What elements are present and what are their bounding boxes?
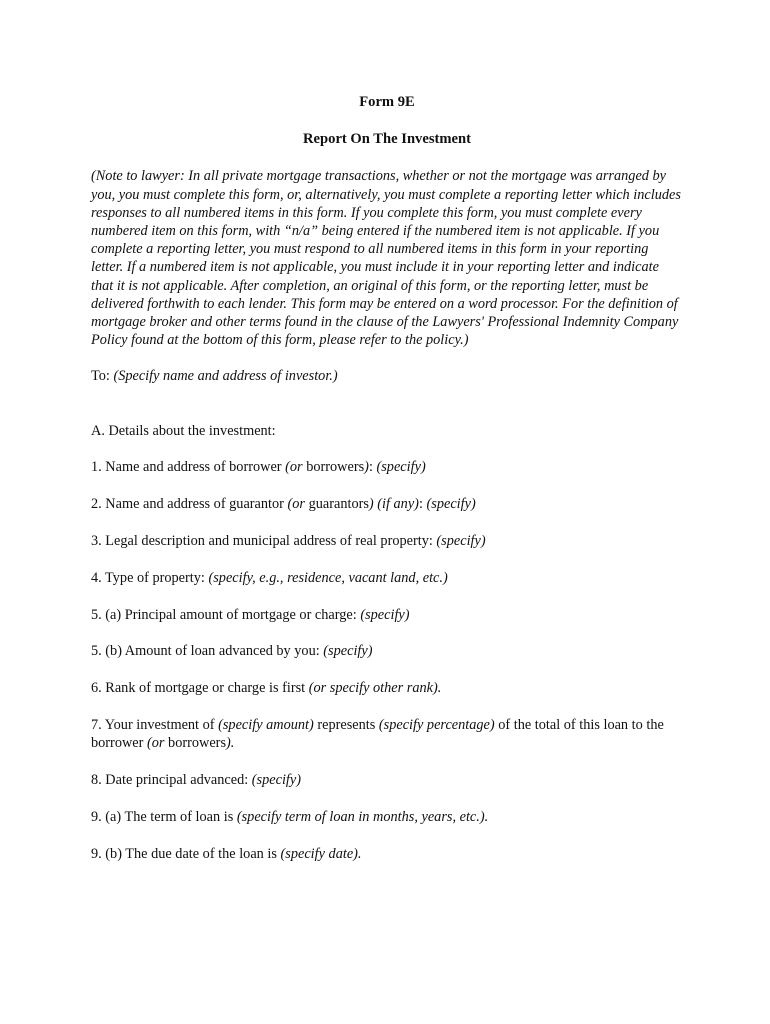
note-to-lawyer: (Note to lawyer: In all private mortgage transactions, whether or not the mortgage was arranged by you, you must complete this form, or, alternatively, you must complete a reporting letter which includes responses to all numbered items in this form. If you complete this form, you must complete every numbered item on this form, with “n/a” being entered if the numbered item is not applicable. If you complete a reporting letter, you must respond to all numbered items in this form in your reporting letter. If a numbered item is not applicable, you must include it in your reporting letter and indicate that it is not applicable. After completion, an original of this form, or the reporting letter, must be delivered forthwith to each lender. This form may be entered on a word processor. For the definition of mortgage broker and other terms found in the clause of the Lawyers' Professional Indemnity Company Policy found at the bottom of this form, please refer to the policy.): [91, 168, 681, 349]
section-a-heading: A. Details about the investment:: [91, 422, 276, 439]
item-4: 4. Type of property: (specify, e.g., residence, vacant land, etc.): [91, 569, 448, 586]
item-3: 3. Legal description and municipal address of real property: (specify): [91, 533, 486, 550]
to-instruction: (Specify name and address of investor.): [113, 368, 338, 385]
to-label: To:: [91, 368, 114, 385]
item-5b: 5. (b) Amount of loan advanced by you: (specify): [91, 643, 373, 660]
report-title: Report On The Investment: [303, 131, 471, 148]
item-7: 7. Your investment of (specify amount) represents (specify percentage) of the total of this loan to the borrower (or borrowers).: [91, 717, 664, 752]
item-6: 6. Rank of mortgage or charge is first (or specify other rank).: [91, 680, 442, 697]
item-2: 2. Name and address of guarantor (or guarantors) (if any): (specify): [91, 496, 476, 513]
item-1: 1. Name and address of borrower (or borrowers): (specify): [91, 459, 426, 476]
form-page: [91, 93, 683, 881]
item-8: 8. Date principal advanced: (specify): [91, 772, 301, 789]
to-line: [91, 367, 683, 385]
item-9a: 9. (a) The term of loan is (specify term of loan in months, years, etc.).: [91, 808, 489, 825]
form-title: Form 9E: [359, 94, 415, 110]
item-5a: 5. (a) Principal amount of mortgage or charge: (specify): [91, 606, 410, 623]
item-9b: 9. (b) The due date of the loan is (specify date).: [91, 845, 362, 862]
